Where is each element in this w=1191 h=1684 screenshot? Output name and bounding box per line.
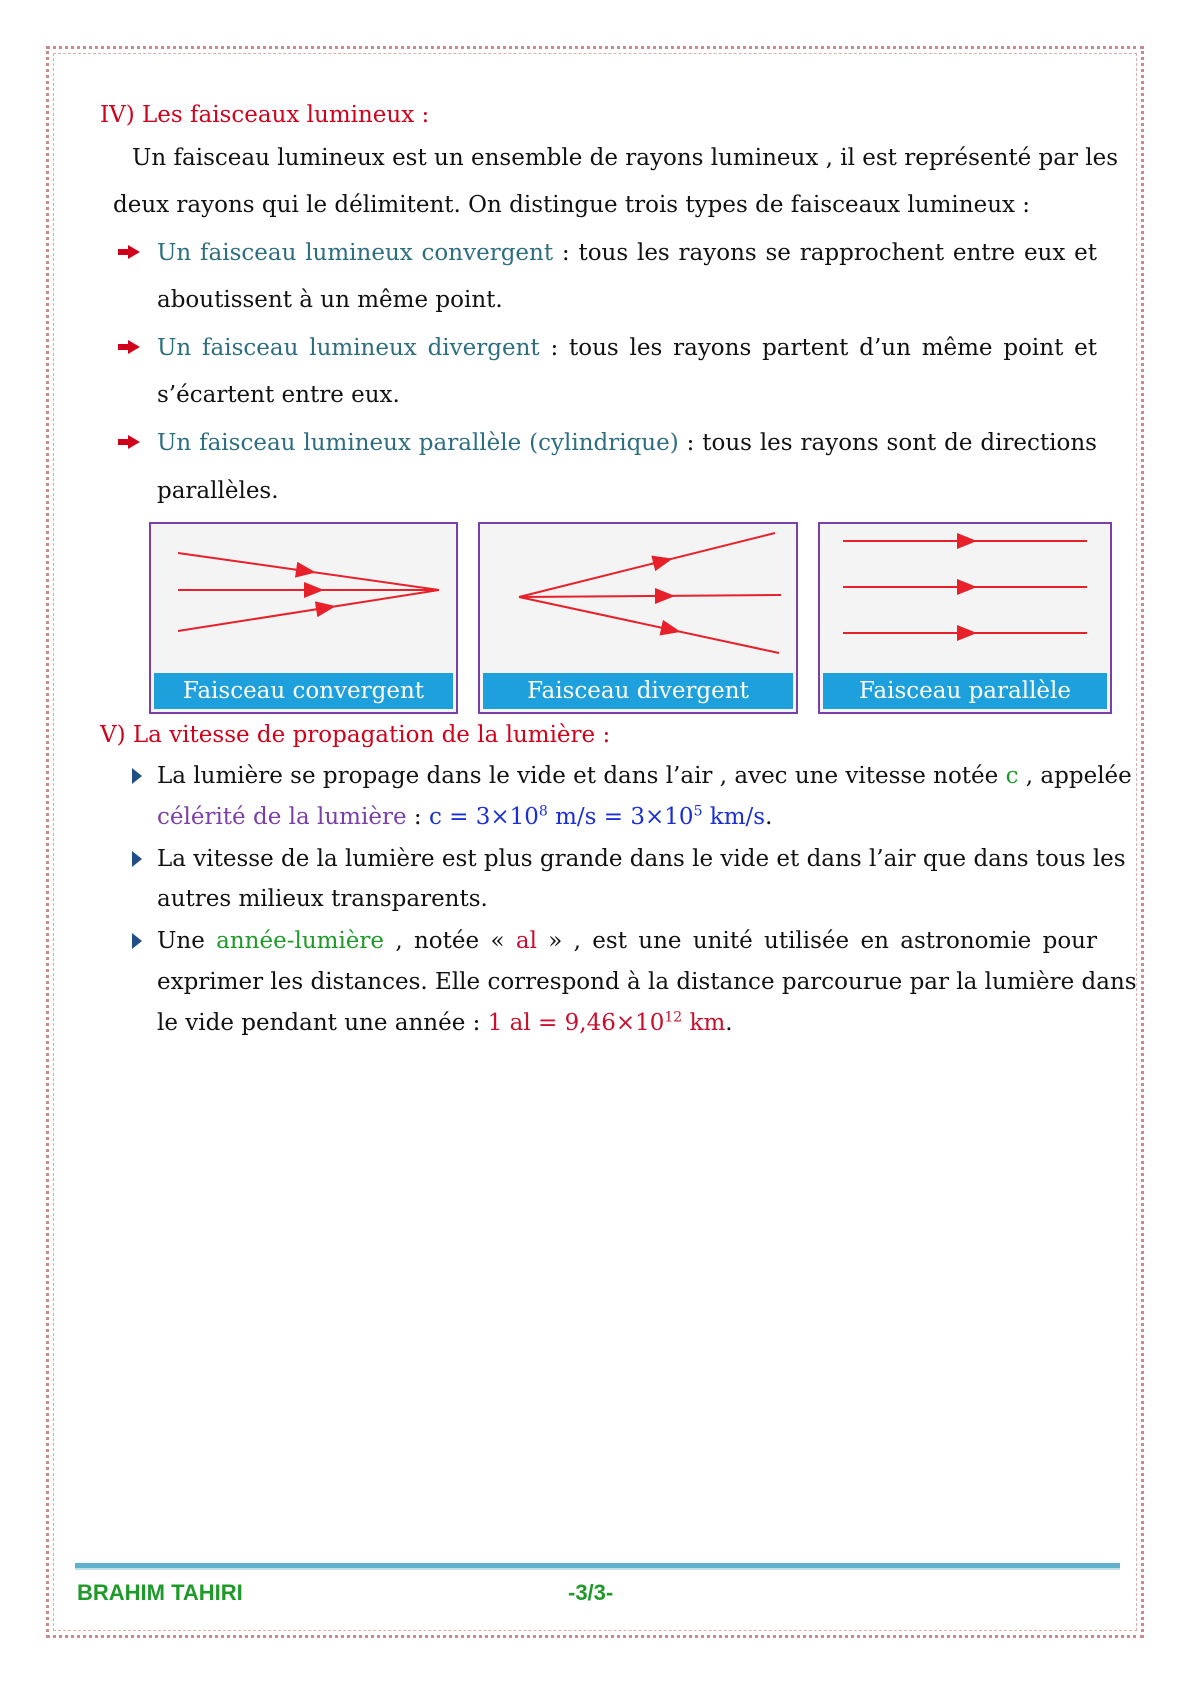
text: . <box>725 1010 733 1036</box>
divergent-beam-diagram <box>483 527 793 673</box>
term-divergent: Un faisceau lumineux divergent <box>157 335 540 361</box>
speed-bullet-2-line-2: autres milieux transparents. <box>157 886 488 912</box>
symbol-c: c <box>1005 763 1019 789</box>
parallel-beam-diagram <box>823 527 1107 673</box>
text: » , est une unité utilisée en astronomie pour <box>536 928 1097 954</box>
term-celerity: célérité de la lumière <box>157 804 407 830</box>
arrow-bullet-icon <box>118 245 140 259</box>
beam-item-convergent-cont: aboutissent à un même point. <box>157 287 503 313</box>
ray-bottom <box>178 590 439 631</box>
separator: : <box>406 804 429 830</box>
beam-item-divergent-cont: s’écartent entre eux. <box>157 382 400 408</box>
text: La lumière se propage dans le vide et dans l’air , avec une vitesse notée <box>157 763 1006 789</box>
footer-page-number: -3/3- <box>568 1580 614 1605</box>
section-iv-title: IV) Les faisceaux lumineux : <box>100 102 430 128</box>
beam-item-parallel-cont: parallèles. <box>157 478 279 504</box>
item-text: tous les rayons se rapprochent entre eux et <box>578 240 1098 266</box>
beam-item-parallel <box>157 428 1097 458</box>
separator: : <box>553 240 579 266</box>
footer-divider-shadow <box>75 1568 1120 1570</box>
text: . <box>765 804 773 830</box>
item-text: tous les rayons sont de directions <box>702 430 1097 456</box>
speed-bullet-2-line-1: La vitesse de la lumière est plus grande dans le vide et dans l’air que dans tous les <box>157 846 1126 872</box>
beam-item-divergent <box>157 333 1097 363</box>
footer-author: BRAHIM TAHIRI <box>77 1580 243 1605</box>
ray-bottom <box>519 597 779 653</box>
text: , appelée <box>1018 763 1132 789</box>
term-convergent: Un faisceau lumineux convergent <box>157 240 554 266</box>
triangle-bullet-icon <box>132 933 142 949</box>
triangle-bullet-icon <box>132 851 142 867</box>
triangle-bullet-icon <box>132 768 142 784</box>
figure-divergent <box>478 522 798 714</box>
figure-caption: Faisceau parallèle <box>823 673 1107 709</box>
convergent-beam-diagram <box>154 527 453 673</box>
speed-bullet-3-line-2: exprimer les distances. Elle correspond à la distance parcourue par la lumière dans <box>157 969 1137 995</box>
ray-middle <box>519 595 781 597</box>
item-text: tous les rayons partent d’un même point et <box>569 335 1097 361</box>
ray-top <box>519 533 775 597</box>
term-parallel: Un faisceau lumineux parallèle (cylindrique) <box>157 430 679 456</box>
figure-caption: Faisceau divergent <box>483 673 793 709</box>
symbol-al: al <box>515 928 537 954</box>
speed-bullet-3-line-3 <box>157 1008 733 1038</box>
speed-bullet-1-line-2 <box>157 802 772 832</box>
intro-line-2: deux rayons qui le délimitent. On distingue trois types de faisceaux lumineux : <box>113 192 1031 218</box>
speed-bullet-1-line-1 <box>157 761 1132 791</box>
figure-parallel <box>818 522 1112 714</box>
figure-convergent <box>149 522 458 714</box>
section-v-title: V) La vitesse de propagation de la lumière : <box>100 722 611 748</box>
figure-caption: Faisceau convergent <box>154 673 453 709</box>
intro-line-1: Un faisceau lumineux est un ensemble de rayons lumineux , il est représenté par les <box>132 145 1119 171</box>
speed-bullet-3-line-1 <box>157 926 1097 956</box>
light-year-formula: 1 al = $9,46\times 10^{12}$ km <box>487 1009 726 1036</box>
text: le vide pendant une année : <box>157 1010 488 1036</box>
arrow-bullet-icon <box>118 340 140 354</box>
term-light-year: année-lumière <box>216 928 385 954</box>
ray-top <box>178 553 439 590</box>
text: Une <box>157 928 217 954</box>
speed-formula: $c = 3\times 10^8$ $m/s = 3\times 10^5$ km/s <box>428 803 766 830</box>
text: , notée « <box>384 928 516 954</box>
separator: : <box>539 335 570 361</box>
arrow-bullet-icon <box>118 435 140 449</box>
beam-item-convergent <box>157 238 1097 268</box>
separator: : <box>678 430 703 456</box>
